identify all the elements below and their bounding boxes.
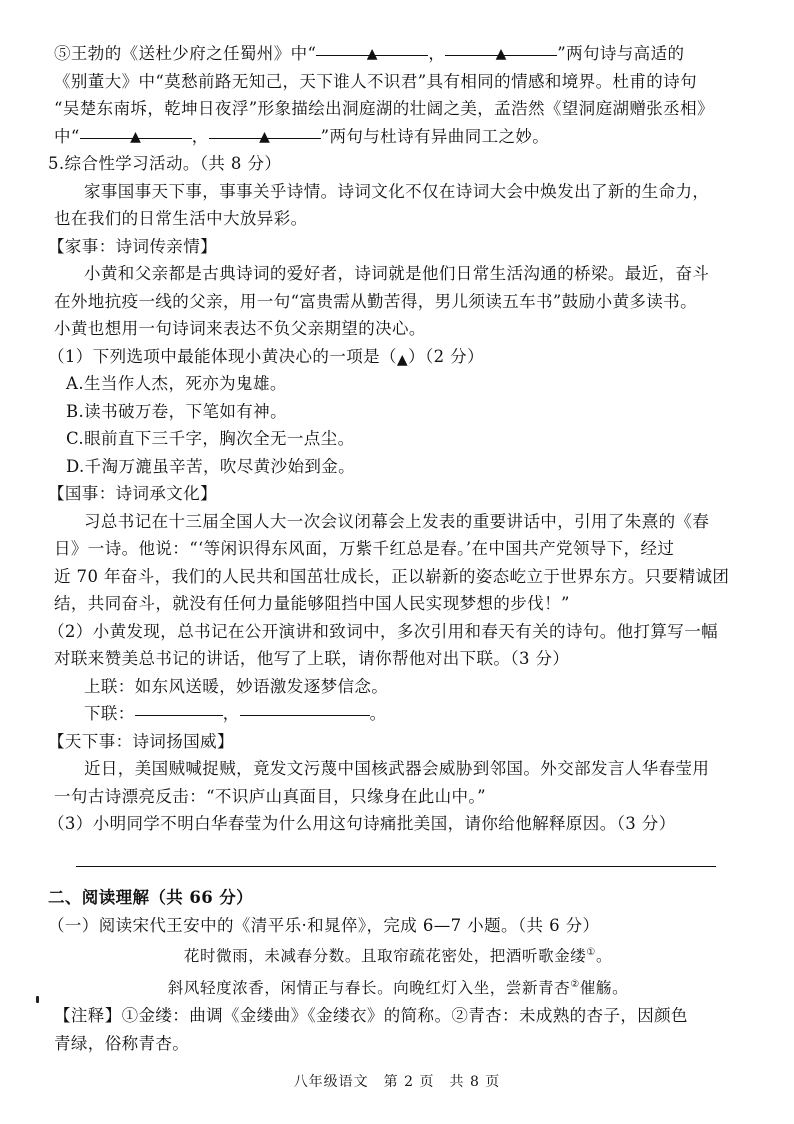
- family-text-3: 小黄也想用一句诗词来表达不负父亲期望的决心。: [54, 319, 426, 338]
- family-text-1: 小黄和父亲都是古典诗词的爱好者，诗词就是他们日常生活沟通的桥梁。最近，奋斗: [84, 264, 710, 283]
- couplet-blank-1[interactable]: [135, 697, 223, 716]
- reading-section: [48, 884, 748, 1057]
- nation-text-2: 日》一诗。他说：“‘等闲识得东风面，万紫千红总是春。’在中国共产党领导下，经过: [54, 539, 675, 558]
- q5-sub2-line1: （2）小黄发现，总书记在公开演讲和致词中，多次引用和春天有关的诗句。他打算写一幅: [48, 621, 718, 641]
- scan-mark: [36, 996, 39, 1003]
- world-heading: 【天下事：诗词扬国威】: [48, 731, 234, 751]
- family-text-2: 在外地抗疫一线的父亲，用一句“富贵需从勤苦得，男儿须读五车书”鼓励小黄多读书。: [54, 291, 697, 311]
- answer-blank-2[interactable]: [445, 37, 557, 62]
- couplet-lower: 下联： ， 。: [54, 700, 742, 728]
- nation-text-1: 习总书记在十三届全国人大一次会议闭幕会上发表的重要讲话中，引用了朱熹的《春: [84, 511, 710, 531]
- option-b[interactable]: B.读书破万卷，下笔如有神。: [66, 401, 287, 421]
- triangle-icon: ▲: [130, 128, 142, 145]
- part2-title: 二、阅读理解（共 66 分）: [48, 888, 254, 907]
- nation-heading: 【国事：诗词承文化】: [48, 484, 217, 503]
- page-footer: 八年级语文 第 2 页 共 8 页: [293, 1074, 501, 1090]
- answer-blank-3[interactable]: [80, 120, 192, 145]
- q5-sub1: （1）下列选项中最能体现小黄决心的一项是（▲）（2 分）: [48, 346, 484, 368]
- q5-sub3: （3）小明同学不明白华春莹为什么用这句诗痛批美国，请你给他解释原因。（3 分）: [48, 814, 676, 833]
- q4-5-line4: 中“ ▲ ， ▲ ”两句与杜诗有异曲同工之妙。: [54, 123, 742, 151]
- q5-intro-1: 家事国事天下事，事事关乎诗情。诗词文化不仅在诗词大会中焕发出了新的生命力，: [84, 181, 710, 201]
- option-c[interactable]: C.眼前直下三千字，胸次全无一点尘。: [66, 429, 355, 448]
- q5-sub2-line2: 对联来赞美总书记的讲话，他写了上联，请你帮他对出下联。（3 分）: [54, 649, 570, 668]
- nation-text-4: 结，共同奋斗，就没有任何力量能够阻挡中国人民实现梦想的步伐！”: [54, 594, 570, 613]
- triangle-icon: ▲: [396, 351, 409, 368]
- triangle-icon: ▲: [259, 128, 271, 145]
- q4-5-line2: 《别董大》中“莫愁前路无知己，天下谁人不识君”具有相同的情感和境界。杜甫的诗句: [54, 71, 697, 91]
- nation-text-3: 近 70 年奋斗，我们的人民共和国茁壮成长，正以崭新的姿态屹立于世界东方。只要精诚团: [54, 566, 730, 586]
- q5-intro-2: 也在我们的日常生活中大放异彩。: [54, 209, 308, 228]
- family-heading: 【家事：诗词传亲情】: [48, 236, 217, 256]
- poem-line-1: 花时微雨，未减春分数。且取帘疏花密处，把酒听歌金缕①。: [183, 947, 613, 966]
- answer-blank-1[interactable]: [316, 37, 428, 62]
- triangle-icon: ▲: [366, 46, 378, 62]
- answer-line[interactable]: [76, 866, 716, 867]
- answer-blank-4[interactable]: [209, 120, 321, 145]
- option-d[interactable]: D.千淘万漉虽辛苦，吹尽黄沙始到金。: [66, 456, 356, 476]
- q4-5-line3: “吴楚东南坼，乾坤日夜浮”形象描绘出洞庭湖的壮阔之美，孟浩然《望洞庭湖赠张丞相》: [54, 99, 714, 118]
- couplet-upper: 上联：如东风送暖，妙语激发逐梦信念。: [84, 676, 389, 696]
- part2-sub1: （一）阅读宋代王安中的《清平乐·和晁倅》，完成 6—7 小题。（共 6 分）: [48, 915, 600, 935]
- q4-5-line1: ⑤王勃的《送杜少府之任蜀州》中“ ▲ ， ▲ ”两句诗与高适的: [54, 40, 742, 68]
- q5-title: 5.综合性学习活动。（共 8 分）: [48, 154, 282, 173]
- poem-line-2: 斜风轻度浓香，闲情正与春长。向晚红灯入坐，尝新青杏②催觞。: [167, 978, 629, 997]
- couplet-blank-2[interactable]: [240, 697, 370, 716]
- world-text-1: 近日，美国贼喊捉贼，竟发文污蔑中国核武器会威胁到邻国。外交部发言人华春莹用: [84, 759, 710, 778]
- world-text-2: 一句古诗漂亮反击：“不识庐山真面目，只缘身在此山中。”: [54, 786, 486, 806]
- triangle-icon: ▲: [495, 46, 507, 62]
- option-a[interactable]: A.生当作人杰，死亦为鬼雄。: [66, 374, 287, 393]
- notes-line-1: 【注释】①金缕：曲调《金缕曲》《金缕衣》的简称。②青杏：未成熟的杏子，因颜色: [54, 1006, 688, 1026]
- notes-line-2: 青绿，俗称青杏。: [54, 1033, 190, 1053]
